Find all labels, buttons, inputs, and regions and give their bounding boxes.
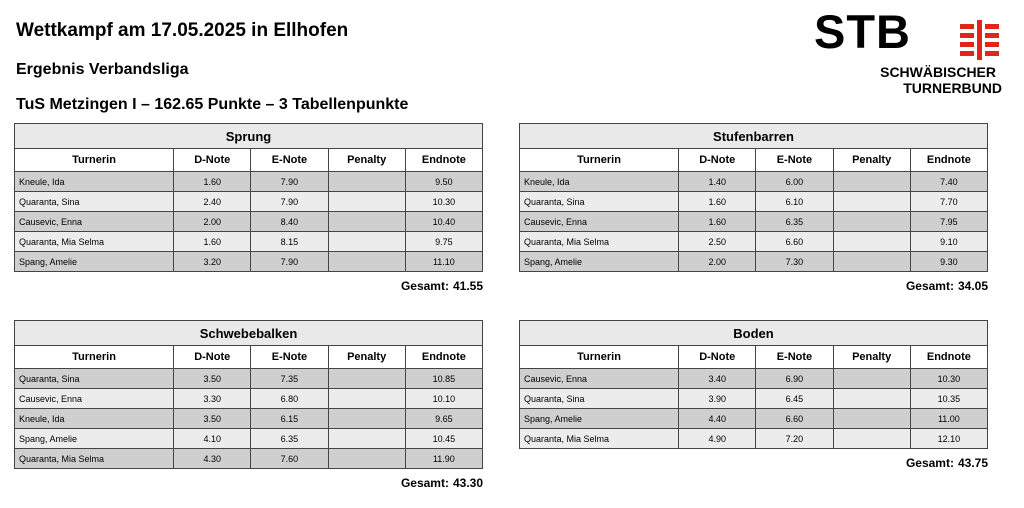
column-header: Endnote: [405, 149, 482, 172]
e-score-cell: 7.30: [756, 252, 833, 272]
penalty-cell: [833, 389, 910, 409]
e-score-cell: 6.10: [756, 192, 833, 212]
column-header: Penalty: [833, 149, 910, 172]
e-score-cell: 7.60: [251, 449, 328, 469]
penalty-cell: [833, 232, 910, 252]
final-score-cell: 10.35: [910, 389, 987, 409]
final-score-cell: 9.30: [910, 252, 987, 272]
penalty-cell: [833, 369, 910, 389]
table-row: [520, 232, 988, 252]
final-score-cell: 9.10: [910, 232, 987, 252]
stb-logo: [812, 5, 1008, 98]
total-value: 41.55: [452, 279, 483, 293]
apparatus-title: Stufenbarren: [520, 124, 988, 149]
d-score-cell: 3.90: [679, 389, 756, 409]
gymnast-name-cell: Causevic, Enna: [15, 389, 174, 409]
e-score-cell: 6.15: [251, 409, 328, 429]
gymnast-name-cell: Quaranta, Sina: [520, 192, 679, 212]
column-header: Penalty: [328, 149, 405, 172]
e-score-cell: 6.60: [756, 409, 833, 429]
score-table: [519, 123, 988, 272]
final-score-cell: 10.45: [405, 429, 482, 449]
penalty-cell: [328, 449, 405, 469]
gymnast-name-cell: Causevic, Enna: [520, 212, 679, 232]
d-score-cell: 1.60: [679, 192, 756, 212]
column-header: Penalty: [833, 346, 910, 369]
apparatus-total: [519, 279, 988, 293]
logo-line-1: SCHWÄBISCHER: [880, 64, 996, 80]
final-score-cell: 10.30: [405, 192, 482, 212]
final-score-cell: 9.50: [405, 172, 482, 192]
e-score-cell: 6.35: [251, 429, 328, 449]
gymnast-name-cell: Spang, Amelie: [15, 429, 174, 449]
score-table: [519, 320, 988, 449]
apparatus-total: [14, 476, 483, 490]
d-score-cell: 4.90: [679, 429, 756, 449]
table-row: [15, 449, 483, 469]
d-score-cell: 3.20: [174, 252, 251, 272]
d-score-cell: 4.40: [679, 409, 756, 429]
final-score-cell: 7.40: [910, 172, 987, 192]
column-header: Penalty: [328, 346, 405, 369]
gymnast-name-cell: Spang, Amelie: [520, 252, 679, 272]
gymnast-name-cell: Quaranta, Sina: [520, 389, 679, 409]
final-score-cell: 12.10: [910, 429, 987, 449]
apparatus-total: [519, 456, 988, 470]
table-row: [15, 192, 483, 212]
score-table: [14, 123, 483, 272]
column-header: D-Note: [679, 149, 756, 172]
column-header: D-Note: [174, 149, 251, 172]
column-header: D-Note: [174, 346, 251, 369]
d-score-cell: 2.00: [679, 252, 756, 272]
e-score-cell: 8.15: [251, 232, 328, 252]
apparatus-title: Schwebebalken: [15, 321, 483, 346]
final-score-cell: 9.65: [405, 409, 482, 429]
apparatus-total: [14, 279, 483, 293]
table-row: [15, 232, 483, 252]
penalty-cell: [328, 172, 405, 192]
gymnast-name-cell: Quaranta, Mia Selma: [15, 449, 174, 469]
d-score-cell: 1.60: [174, 232, 251, 252]
column-header: E-Note: [756, 346, 833, 369]
e-score-cell: 7.90: [251, 252, 328, 272]
e-score-cell: 6.80: [251, 389, 328, 409]
gymnast-name-cell: Causevic, Enna: [15, 212, 174, 232]
page-title: Wettkampf am 17.05.2025 in Ellhofen: [16, 20, 349, 41]
d-score-cell: 1.60: [679, 212, 756, 232]
final-score-cell: 10.40: [405, 212, 482, 232]
final-score-cell: 7.95: [910, 212, 987, 232]
penalty-cell: [833, 212, 910, 232]
final-score-cell: 9.75: [405, 232, 482, 252]
column-header: Turnerin: [520, 346, 679, 369]
gymnast-name-cell: Causevic, Enna: [520, 369, 679, 389]
team-summary: TuS Metzingen I – 162.65 Punkte – 3 Tabellenpunkte: [16, 96, 409, 113]
column-header: Turnerin: [15, 346, 174, 369]
d-score-cell: 3.40: [679, 369, 756, 389]
table-row: [15, 212, 483, 232]
e-score-cell: 6.90: [756, 369, 833, 389]
table-row: [15, 172, 483, 192]
d-score-cell: 4.10: [174, 429, 251, 449]
penalty-cell: [833, 409, 910, 429]
table-row: [15, 389, 483, 409]
table-row: [15, 409, 483, 429]
final-score-cell: 10.30: [910, 369, 987, 389]
stb-emblem-icon: [960, 20, 1002, 60]
final-score-cell: 7.70: [910, 192, 987, 212]
table-row: [520, 252, 988, 272]
d-score-cell: 3.50: [174, 369, 251, 389]
total-label: Gesamt:: [905, 279, 954, 293]
table-row: [520, 192, 988, 212]
apparatus-title: Sprung: [15, 124, 483, 149]
final-score-cell: 11.10: [405, 252, 482, 272]
apparatus-stufenbarren: [519, 123, 988, 293]
penalty-cell: [328, 232, 405, 252]
column-header: Turnerin: [520, 149, 679, 172]
d-score-cell: 1.60: [174, 172, 251, 192]
gymnast-name-cell: Quaranta, Sina: [15, 192, 174, 212]
score-table: [14, 320, 483, 469]
e-score-cell: 7.90: [251, 172, 328, 192]
table-row: [520, 369, 988, 389]
penalty-cell: [328, 389, 405, 409]
total-label: Gesamt:: [400, 279, 449, 293]
penalty-cell: [833, 429, 910, 449]
penalty-cell: [328, 429, 405, 449]
gymnast-name-cell: Quaranta, Mia Selma: [520, 429, 679, 449]
table-row: [520, 172, 988, 192]
d-score-cell: 2.00: [174, 212, 251, 232]
e-score-cell: 7.35: [251, 369, 328, 389]
column-header: Endnote: [910, 149, 987, 172]
e-score-cell: 7.90: [251, 192, 328, 212]
d-score-cell: 2.40: [174, 192, 251, 212]
table-row: [520, 429, 988, 449]
e-score-cell: 6.60: [756, 232, 833, 252]
e-score-cell: 8.40: [251, 212, 328, 232]
gymnast-name-cell: Kneule, Ida: [520, 172, 679, 192]
apparatus-boden: [519, 320, 988, 470]
d-score-cell: 3.30: [174, 389, 251, 409]
penalty-cell: [328, 212, 405, 232]
table-row: [520, 409, 988, 429]
table-row: [15, 252, 483, 272]
e-score-cell: 6.45: [756, 389, 833, 409]
table-row: [520, 389, 988, 409]
apparatus-title: Boden: [520, 321, 988, 346]
penalty-cell: [328, 409, 405, 429]
total-label: Gesamt:: [400, 476, 449, 490]
d-score-cell: 3.50: [174, 409, 251, 429]
e-score-cell: 7.20: [756, 429, 833, 449]
gymnast-name-cell: Spang, Amelie: [520, 409, 679, 429]
column-header: Turnerin: [15, 149, 174, 172]
final-score-cell: 10.10: [405, 389, 482, 409]
penalty-cell: [833, 192, 910, 212]
table-row: [15, 369, 483, 389]
gymnast-name-cell: Quaranta, Mia Selma: [520, 232, 679, 252]
gymnast-name-cell: Spang, Amelie: [15, 252, 174, 272]
penalty-cell: [833, 172, 910, 192]
logo-abbreviation: STB: [814, 5, 911, 58]
page-subtitle: Ergebnis Verbandsliga: [16, 61, 189, 78]
column-header: D-Note: [679, 346, 756, 369]
column-header: Endnote: [405, 346, 482, 369]
final-score-cell: 11.00: [910, 409, 987, 429]
e-score-cell: 6.35: [756, 212, 833, 232]
table-row: [520, 212, 988, 232]
logo-line-2: TURNERBUND: [903, 80, 1002, 96]
gymnast-name-cell: Kneule, Ida: [15, 172, 174, 192]
gymnast-name-cell: Quaranta, Mia Selma: [15, 232, 174, 252]
penalty-cell: [328, 369, 405, 389]
penalty-cell: [328, 192, 405, 212]
total-value: 34.05: [957, 279, 988, 293]
penalty-cell: [833, 252, 910, 272]
column-header: E-Note: [251, 346, 328, 369]
e-score-cell: 6.00: [756, 172, 833, 192]
apparatus-schwebebalken: [14, 320, 483, 490]
final-score-cell: 11.90: [405, 449, 482, 469]
d-score-cell: 4.30: [174, 449, 251, 469]
final-score-cell: 10.85: [405, 369, 482, 389]
column-header: E-Note: [756, 149, 833, 172]
gymnast-name-cell: Kneule, Ida: [15, 409, 174, 429]
gymnast-name-cell: Quaranta, Sina: [15, 369, 174, 389]
total-label: Gesamt:: [905, 456, 954, 470]
apparatus-sprung: [14, 123, 483, 293]
total-value: 43.75: [957, 456, 988, 470]
penalty-cell: [328, 252, 405, 272]
table-row: [15, 429, 483, 449]
d-score-cell: 1.40: [679, 172, 756, 192]
d-score-cell: 2.50: [679, 232, 756, 252]
column-header: Endnote: [910, 346, 987, 369]
column-header: E-Note: [251, 149, 328, 172]
total-value: 43.30: [452, 476, 483, 490]
